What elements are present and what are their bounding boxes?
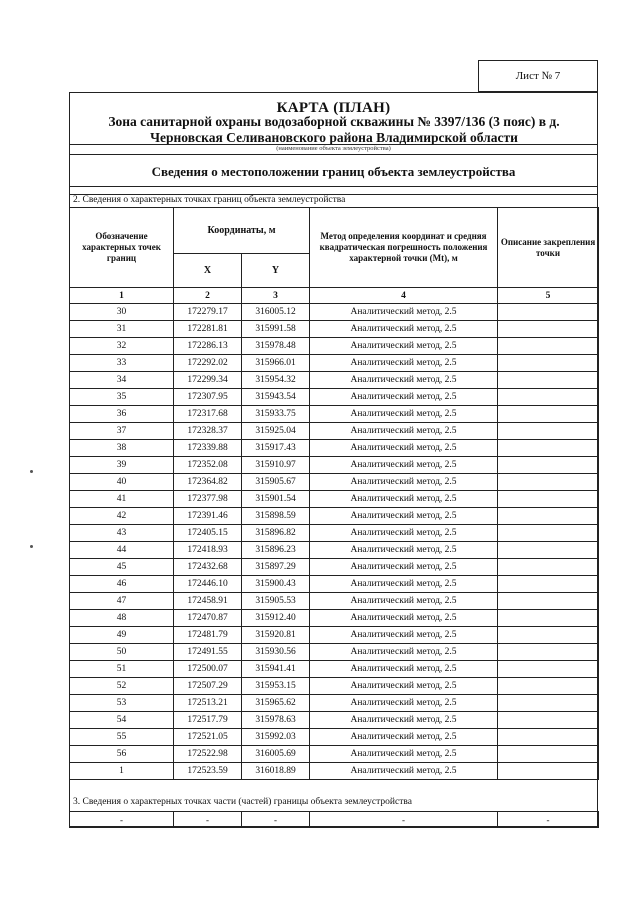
point-cell: 43	[70, 525, 174, 542]
x-cell: 172405.15	[174, 525, 242, 542]
description-cell	[498, 593, 599, 610]
y-cell: 315930.56	[242, 644, 310, 661]
object-name-caption: (наименование объекта землеустройства)	[276, 145, 391, 152]
scan-speck	[30, 545, 33, 548]
x-cell: 172481.79	[174, 627, 242, 644]
table-row	[70, 627, 599, 644]
method-cell: Аналитический метод, 2.5	[310, 661, 498, 678]
part3-label: 3. Сведения о характерных точках части (частей) границы объекта землеустройства	[73, 797, 412, 807]
divider	[69, 186, 598, 187]
y-cell: 315925.04	[242, 423, 310, 440]
part2-label: 2. Сведения о характерных точках границ объекта землеустройства	[73, 195, 346, 205]
y-cell: 315953.15	[242, 678, 310, 695]
boundary-points-table	[69, 207, 599, 780]
method-cell: Аналитический метод, 2.5	[310, 559, 498, 576]
point-cell: 46	[70, 576, 174, 593]
method-cell: Аналитический метод, 2.5	[310, 593, 498, 610]
x-cell: 172500.07	[174, 661, 242, 678]
y-cell: 316018.89	[242, 763, 310, 780]
point-cell: 48	[70, 610, 174, 627]
table-row	[70, 610, 599, 627]
y-cell: 315920.81	[242, 627, 310, 644]
y-cell: 315905.67	[242, 474, 310, 491]
point-cell: 31	[70, 321, 174, 338]
method-cell: Аналитический метод, 2.5	[310, 457, 498, 474]
point-cell: 53	[70, 695, 174, 712]
point-cell: 34	[70, 372, 174, 389]
description-cell	[498, 661, 599, 678]
method-cell: Аналитический метод, 2.5	[310, 423, 498, 440]
scan-speck	[30, 470, 33, 473]
method-cell: Аналитический метод, 2.5	[310, 746, 498, 763]
x-cell: 172391.46	[174, 508, 242, 525]
table-row	[70, 678, 599, 695]
method-cell: Аналитический метод, 2.5	[310, 338, 498, 355]
description-cell	[498, 678, 599, 695]
part3-table	[69, 811, 599, 828]
y-cell: 315910.97	[242, 457, 310, 474]
y-cell: 315912.40	[242, 610, 310, 627]
description-cell	[498, 372, 599, 389]
method-cell: Аналитический метод, 2.5	[310, 406, 498, 423]
description-cell	[498, 355, 599, 372]
point-cell: 49	[70, 627, 174, 644]
x-cell: 172418.93	[174, 542, 242, 559]
y-cell: 315917.43	[242, 440, 310, 457]
table-row	[70, 304, 599, 321]
part3-cell: -	[310, 812, 498, 828]
method-cell: Аналитический метод, 2.5	[310, 372, 498, 389]
description-cell	[498, 321, 599, 338]
table-row	[70, 423, 599, 440]
description-cell	[498, 338, 599, 355]
table-row	[70, 593, 599, 610]
y-cell: 315933.75	[242, 406, 310, 423]
divider	[69, 144, 598, 145]
point-cell: 51	[70, 661, 174, 678]
description-cell	[498, 474, 599, 491]
column-number: 2	[174, 288, 242, 304]
description-cell	[498, 304, 599, 321]
description-cell	[498, 423, 599, 440]
table-row	[70, 559, 599, 576]
table-row	[70, 372, 599, 389]
y-cell: 315941.41	[242, 661, 310, 678]
y-cell: 315943.54	[242, 389, 310, 406]
description-cell	[498, 712, 599, 729]
description-cell	[498, 763, 599, 780]
section-title: Сведения о местоположении границ объекта землеустройства	[151, 164, 516, 179]
y-cell: 315901.54	[242, 491, 310, 508]
y-cell: 315900.43	[242, 576, 310, 593]
x-cell: 172523.59	[174, 763, 242, 780]
table-row	[70, 389, 599, 406]
description-cell	[498, 457, 599, 474]
header-description: Описание закрепления точки	[498, 208, 599, 288]
table-row	[70, 576, 599, 593]
description-cell	[498, 508, 599, 525]
x-cell: 172286.13	[174, 338, 242, 355]
description-cell	[498, 542, 599, 559]
table-row	[70, 525, 599, 542]
x-cell: 172279.17	[174, 304, 242, 321]
x-cell: 172307.95	[174, 389, 242, 406]
method-cell: Аналитический метод, 2.5	[310, 627, 498, 644]
column-number: 1	[70, 288, 174, 304]
table-row	[70, 338, 599, 355]
point-cell: 35	[70, 389, 174, 406]
point-cell: 47	[70, 593, 174, 610]
method-cell: Аналитический метод, 2.5	[310, 712, 498, 729]
x-cell: 172364.82	[174, 474, 242, 491]
description-cell	[498, 610, 599, 627]
y-cell: 315954.32	[242, 372, 310, 389]
header-x: X	[174, 254, 242, 288]
method-cell: Аналитический метод, 2.5	[310, 321, 498, 338]
document-title: КАРТА (ПЛАН)	[276, 100, 391, 116]
part3-cell: -	[498, 812, 599, 828]
description-cell	[498, 695, 599, 712]
method-cell: Аналитический метод, 2.5	[310, 763, 498, 780]
point-cell: 40	[70, 474, 174, 491]
method-cell: Аналитический метод, 2.5	[310, 610, 498, 627]
table-row	[70, 474, 599, 491]
point-cell: 1	[70, 763, 174, 780]
method-cell: Аналитический метод, 2.5	[310, 729, 498, 746]
description-cell	[498, 559, 599, 576]
point-cell: 56	[70, 746, 174, 763]
y-cell: 315898.59	[242, 508, 310, 525]
table-row	[70, 542, 599, 559]
document-subtitle: Зона санитарной охраны водозаборной скважины № 3397/136 (3 пояс) в д. Черновская Селивановского района Владимирской области	[108, 114, 560, 145]
column-number: 3	[242, 288, 310, 304]
header-method: Метод определения координат и средняя квадратическая погрешность положения характерной точки (Mt), м	[310, 208, 498, 288]
x-cell: 172470.87	[174, 610, 242, 627]
point-cell: 36	[70, 406, 174, 423]
description-cell	[498, 627, 599, 644]
x-cell: 172491.55	[174, 644, 242, 661]
y-cell: 315978.48	[242, 338, 310, 355]
description-cell	[498, 644, 599, 661]
x-cell: 172446.10	[174, 576, 242, 593]
y-cell: 316005.69	[242, 746, 310, 763]
description-cell	[498, 440, 599, 457]
y-cell: 315897.29	[242, 559, 310, 576]
point-cell: 30	[70, 304, 174, 321]
x-cell: 172352.08	[174, 457, 242, 474]
point-cell: 37	[70, 423, 174, 440]
table-row	[70, 746, 599, 763]
x-cell: 172292.02	[174, 355, 242, 372]
point-cell: 38	[70, 440, 174, 457]
point-cell: 32	[70, 338, 174, 355]
x-cell: 172377.98	[174, 491, 242, 508]
description-cell	[498, 406, 599, 423]
table-row	[70, 508, 599, 525]
point-cell: 42	[70, 508, 174, 525]
point-cell: 52	[70, 678, 174, 695]
y-cell: 315978.63	[242, 712, 310, 729]
header-y: Y	[242, 254, 310, 288]
method-cell: Аналитический метод, 2.5	[310, 678, 498, 695]
y-cell: 315992.03	[242, 729, 310, 746]
column-number-row	[70, 288, 599, 304]
header-point: Обозначение характерных точек границ	[70, 208, 174, 288]
description-cell	[498, 729, 599, 746]
x-cell: 172521.05	[174, 729, 242, 746]
table-row	[70, 644, 599, 661]
column-number: 4	[310, 288, 498, 304]
x-cell: 172317.68	[174, 406, 242, 423]
table-row	[70, 661, 599, 678]
part3-cell: -	[70, 812, 174, 828]
y-cell: 315966.01	[242, 355, 310, 372]
point-cell: 39	[70, 457, 174, 474]
method-cell: Аналитический метод, 2.5	[310, 491, 498, 508]
table-row	[70, 355, 599, 372]
x-cell: 172458.91	[174, 593, 242, 610]
x-cell: 172339.88	[174, 440, 242, 457]
point-cell: 44	[70, 542, 174, 559]
point-cell: 54	[70, 712, 174, 729]
method-cell: Аналитический метод, 2.5	[310, 525, 498, 542]
y-cell: 316005.12	[242, 304, 310, 321]
y-cell: 315896.82	[242, 525, 310, 542]
x-cell: 172517.79	[174, 712, 242, 729]
description-cell	[498, 576, 599, 593]
x-cell: 172328.37	[174, 423, 242, 440]
column-number: 5	[498, 288, 599, 304]
x-cell: 172281.81	[174, 321, 242, 338]
table-row	[70, 712, 599, 729]
x-cell: 172513.21	[174, 695, 242, 712]
point-cell: 33	[70, 355, 174, 372]
method-cell: Аналитический метод, 2.5	[310, 542, 498, 559]
y-cell: 315905.53	[242, 593, 310, 610]
table-row	[70, 763, 599, 780]
description-cell	[498, 525, 599, 542]
point-cell: 45	[70, 559, 174, 576]
table-row	[70, 457, 599, 474]
table-row	[70, 729, 599, 746]
table-row	[70, 491, 599, 508]
x-cell: 172299.34	[174, 372, 242, 389]
y-cell: 315965.62	[242, 695, 310, 712]
y-cell: 315991.58	[242, 321, 310, 338]
header-coordinates: Координаты, м	[174, 208, 310, 254]
method-cell: Аналитический метод, 2.5	[310, 440, 498, 457]
part3-row	[70, 812, 599, 828]
method-cell: Аналитический метод, 2.5	[310, 474, 498, 491]
x-cell: 172522.98	[174, 746, 242, 763]
description-cell	[498, 389, 599, 406]
x-cell: 172432.68	[174, 559, 242, 576]
table-row	[70, 321, 599, 338]
table-row	[70, 695, 599, 712]
method-cell: Аналитический метод, 2.5	[310, 508, 498, 525]
sheet-number: Лист № 7	[478, 60, 598, 92]
x-cell: 172507.29	[174, 678, 242, 695]
description-cell	[498, 746, 599, 763]
table-row	[70, 406, 599, 423]
point-cell: 50	[70, 644, 174, 661]
part3-cell: -	[174, 812, 242, 828]
method-cell: Аналитический метод, 2.5	[310, 644, 498, 661]
point-cell: 55	[70, 729, 174, 746]
method-cell: Аналитический метод, 2.5	[310, 304, 498, 321]
divider	[69, 154, 598, 155]
y-cell: 315896.23	[242, 542, 310, 559]
table-row	[70, 440, 599, 457]
method-cell: Аналитический метод, 2.5	[310, 389, 498, 406]
point-cell: 41	[70, 491, 174, 508]
method-cell: Аналитический метод, 2.5	[310, 576, 498, 593]
part3-cell: -	[242, 812, 310, 828]
method-cell: Аналитический метод, 2.5	[310, 695, 498, 712]
description-cell	[498, 491, 599, 508]
method-cell: Аналитический метод, 2.5	[310, 355, 498, 372]
